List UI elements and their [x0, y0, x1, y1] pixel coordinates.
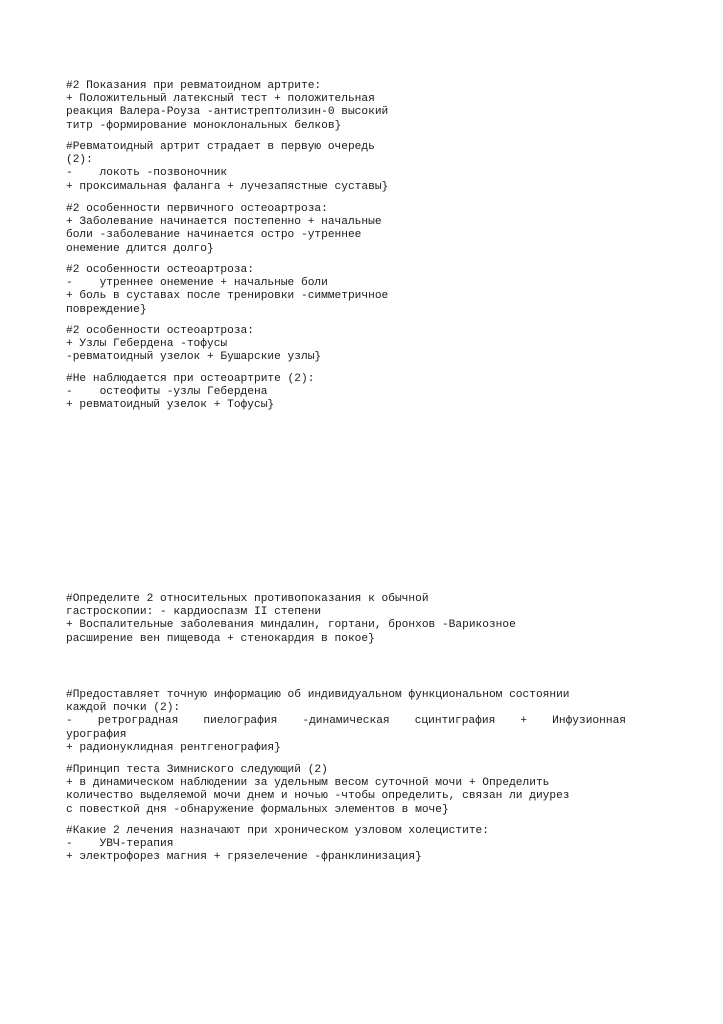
answer-line: - утреннее онемение + начальные боли: [66, 277, 328, 290]
question-block: [66, 325, 626, 365]
question-line: #Не наблюдается при остеоартрите (2):: [66, 373, 315, 385]
answer-line: + Заболевание начинается постепенно + начальные: [66, 216, 382, 229]
answer-line: титр -формирование моноклональных белков}: [66, 119, 342, 132]
answer-line: повреждение}: [66, 303, 147, 316]
question-block: [66, 764, 626, 817]
question-line: #Предоставляет точную информацию об индивидуальном функциональном состоянии: [66, 689, 570, 701]
answer-line: онемение длится долго}: [66, 242, 214, 255]
question-line: #2 особенности остеоартроза:: [66, 325, 254, 337]
answer-line: урография: [66, 728, 127, 741]
question-block: [66, 264, 626, 317]
answer-line: с повесткой дня -обнаружение формальных элементов в моче}: [66, 803, 449, 816]
question-block: [66, 689, 626, 755]
question-block: [66, 593, 626, 646]
question-line: (2):: [66, 154, 93, 167]
answer-line: + электрофорез магния + грязелечение -франклинизация}: [66, 851, 422, 864]
question-block: [66, 825, 626, 865]
answer-line: - остеофиты -узлы Гебердена: [66, 386, 268, 399]
answer-line: + боль в суставах после тренировки -симметричное: [66, 290, 389, 303]
question-block: [66, 141, 626, 194]
answer-line: боли -заболевание начинается остро -утреннее: [66, 229, 362, 242]
question-line: #2 особенности остеоартроза:: [66, 264, 254, 276]
answer-line: - ретроградная пиелография -динамическая сцинтиграфия + Инфузионная: [66, 715, 626, 728]
answer-line: количество выделяемой мочи днем и ночью -чтобы определить, связан ли диурез: [66, 790, 570, 803]
answer-line: - локоть -позвоночник: [66, 167, 228, 180]
question-line: #Принцип теста Зимниского следующий (2): [66, 764, 328, 776]
question-line: #Ревматоидный артрит страдает в первую очередь: [66, 141, 375, 153]
answer-line: + ревматоидный узелок + Тофусы}: [66, 399, 275, 412]
question-line: #2 Показания при ревматоидном артрите:: [66, 80, 322, 92]
answer-line: гастроскопии: - кардиоспазм II степени: [66, 606, 322, 619]
question-line: каждой почки (2):: [66, 702, 181, 715]
question-block: [66, 203, 626, 256]
answer-line: + радионуклидная рентгенография}: [66, 741, 281, 754]
answer-line: реакция Валера-Роуза -антистрептолизин-0 высокий: [66, 106, 389, 119]
answer-line: + Узлы Гебердена -тофусы: [66, 338, 228, 351]
question-line: #Какие 2 лечения назначают при хроническом узловом холецистите:: [66, 825, 489, 837]
answer-line: -ревматоидный узелок + Бушарские узлы}: [66, 351, 322, 364]
answer-line: - УВЧ-терапия: [66, 838, 174, 851]
question-line: #Определите 2 относительных противопоказания к обычной: [66, 593, 429, 605]
question-block: [66, 80, 626, 133]
answer-line: + в динамическом наблюдении за удельным весом суточной мочи + Определить: [66, 777, 550, 790]
answer-line: + Положительный латексный тест + положительная: [66, 93, 375, 106]
question-line: #2 особенности первичного остеоартроза:: [66, 203, 328, 215]
answer-line: + проксимальная фаланга + лучезапястные суставы}: [66, 180, 389, 193]
question-block: [66, 373, 626, 413]
answer-line: + Воспалительные заболевания миндалин, гортани, бронхов -Варикозное: [66, 619, 516, 632]
answer-line: расширение вен пищевода + стенокардия в покое}: [66, 632, 375, 645]
